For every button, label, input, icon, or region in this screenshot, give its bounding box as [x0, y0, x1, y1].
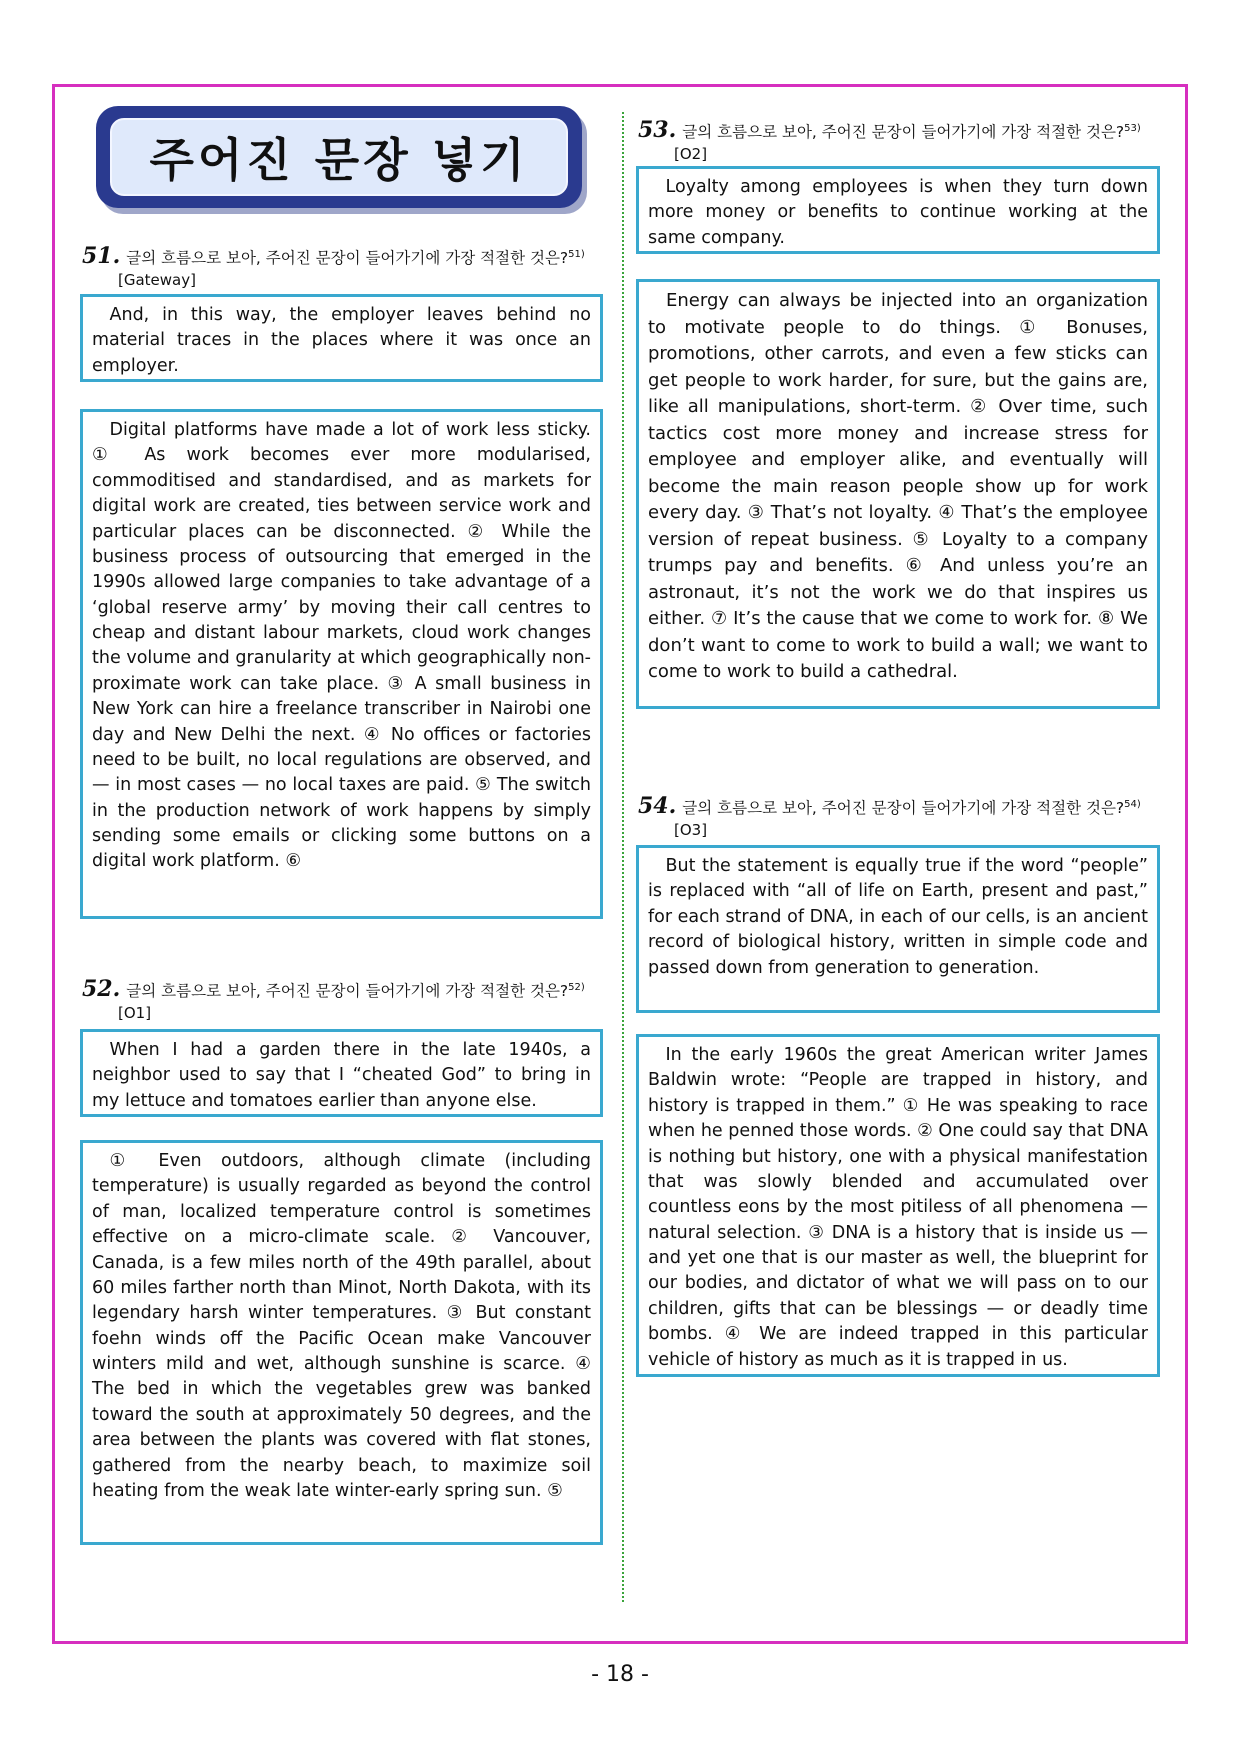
question-54-given-sentence: But the statement is equally true if the word “people” is replaced with “all of life on Earth, present and past,” for each strand of DNA, in each of our cells, is an ancient record of biological history, written in simple code and passed down from generation to generation.: [636, 845, 1160, 1013]
section-title: 주어진 문장 넣기: [149, 133, 529, 187]
question-number: 51.: [82, 243, 121, 270]
question-prompt: 글의 흐름으로 보아, 주어진 문장이 들어가기에 가장 적절한 것은?: [682, 799, 1125, 818]
footnote-marker: 52): [568, 982, 585, 993]
question-source: [Gateway]: [118, 271, 196, 290]
question-source: [O3]: [674, 821, 708, 840]
question-prompt: 글의 흐름으로 보아, 주어진 문장이 들어가기에 가장 적절한 것은?: [682, 123, 1125, 142]
column-divider: [622, 112, 624, 1602]
page-number: - 18 -: [591, 1662, 649, 1687]
question-52-given-sentence: When I had a garden there in the late 1940s, a neighbor used to say that I “cheated God” to bring in my lettuce and tomatoes earlier than anyone else.: [80, 1029, 603, 1117]
footnote-marker: 54): [1124, 799, 1141, 810]
section-title-inner: [110, 118, 568, 196]
question-54-header: [638, 794, 1178, 841]
footnote-marker: 53): [1124, 123, 1141, 134]
question-source: [O1]: [118, 1004, 152, 1023]
question-prompt: 글의 흐름으로 보아, 주어진 문장이 들어가기에 가장 적절한 것은?: [126, 982, 569, 1001]
question-source: [O2]: [674, 145, 708, 164]
question-53-header: [638, 118, 1178, 165]
question-53-given-sentence: Loyalty among employees is when they turn down more money or benefits to continue working at the same company.: [636, 166, 1160, 254]
question-54-passage: In the early 1960s the great American writer James Baldwin wrote: “People are trapped in history, and history is trapped in them.” ① He was speaking to race when he penned those words. ② One could say that DNA is nothing but history, one with a physical manifestation that was slowly blended and accumulated over countless eons by the most pitiless of all phenomena — natural selection. ③ DNA is a history that is inside us — and yet one that is our master as well, the blueprint for our bodies, and dictator of what we will pass on to our children, gifts that can be blessings — or deadly time bombs. ④ We are indeed trapped in this particular vehicle of history as much as it is trapped in us.: [636, 1034, 1160, 1377]
question-number: 52.: [82, 976, 121, 1003]
question-52-passage: ① Even outdoors, although climate (including temperature) is usually regarded as beyond the control of man, localized temperature control is sometimes effective on a micro-climate scale. ② Vancouver, Canada, is a few miles north of the 49th parallel, about 60 miles farther north than Minot, North Dakota, with its legendary harsh winter temperatures. ③ But constant foehn winds off the Pacific Ocean make Vancouver winters mild and wet, although sunshine is scarce. ④ The bed in which the vegetables grew was banked toward the south at approximately 50 degrees, and the area between the plants was covered with flat stones, gathered from the nearby beach, to maximize soil heating from the weak late winter-early spring sun. ⑤: [80, 1140, 603, 1545]
question-51-passage: Digital platforms have made a lot of work less sticky. ① As work becomes ever more modularised, commoditised and standardised, and as markets for digital work are created, ties between service work and particular places can be disconnected. ② While the business process of outsourcing that emerged in the 1990s allowed large companies to take advantage of a ‘global reserve army’ by moving their call centres to cheap and distant labour markets, cloud work changes the volume and granularity at which geographically non-proximate work can take place. ③ A small business in New York can hire a freelance transcriber in Nairobi one day and New Delhi the next. ④ No offices or factories need to be built, no local regulations are observed, and — in most cases — no local taxes are paid. ⑤ The switch in the production network of work happens by simply sending some emails or clicking some buttons on a digital work platform. ⑥: [80, 409, 603, 919]
question-number: 53.: [638, 117, 677, 144]
question-prompt: 글의 흐름으로 보아, 주어진 문장이 들어가기에 가장 적절한 것은?: [126, 249, 569, 268]
question-number: 54.: [638, 793, 677, 820]
question-51-given-sentence: And, in this way, the employer leaves behind no material traces in the places where it was once an employer.: [80, 294, 603, 382]
section-title-badge: [96, 106, 582, 208]
question-51-header: [82, 244, 612, 291]
question-53-passage: Energy can always be injected into an organization to motivate people to do things. ① Bonuses, promotions, other carrots, and even a few sticks can get people to work harder, for sure, but the gains are, like all manipulations, short-term. ② Over time, such tactics cost more money and increase stress for employee and employer alike, and eventually will become the main reason people show up for work every day. ③ That’s not loyalty. ④ That’s the employee version of repeat business. ⑤ Loyalty to a company trumps pay and benefits. ⑥ And unless you’re an astronaut, it’s not the work we do that inspires us either. ⑦ It’s the cause that we come to work for. ⑧ We don’t want to come to work to build a wall; we want to come to work to build a cathedral.: [636, 279, 1160, 709]
footnote-marker: 51): [568, 249, 585, 260]
question-52-header: [82, 977, 612, 1024]
